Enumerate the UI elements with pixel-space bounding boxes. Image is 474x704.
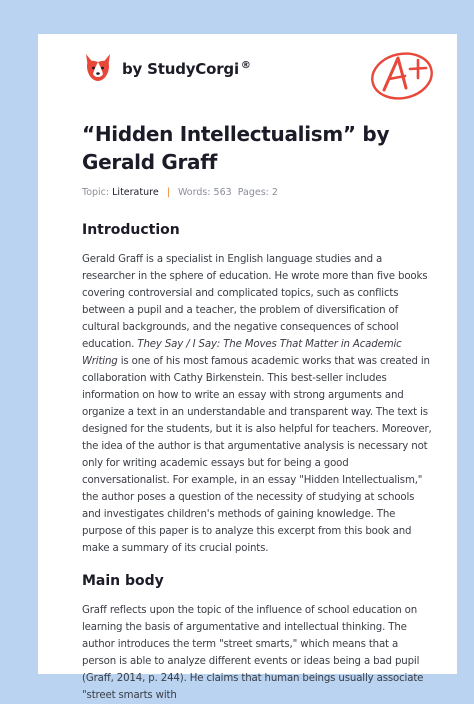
registered-mark: ® (240, 60, 251, 71)
meta-separator: | (166, 187, 170, 198)
main-body-paragraph: Graff reflects upon the topic of the influence of school education on learning the basis of argumentative and intellectual thinking. The author introduces the term "street smarts," which means that a person is able to analyze different events or ideas being a bad pupil (Graff, 2014, p. 244). He claims that human beings usually associate "street smarts with (82, 605, 424, 701)
document-content (82, 120, 434, 704)
brand-text: by StudyCorgi (122, 60, 239, 78)
pages-label: Pages: (237, 187, 269, 198)
introduction-paragraph (82, 251, 434, 557)
document-meta (82, 186, 434, 200)
pages-count: 2 (271, 187, 278, 198)
section-heading-introduction: Introduction (82, 222, 180, 238)
book-title-italic: They Say / I Say: The Moves That Matter in Academic Writing (82, 339, 402, 367)
corgi-icon (82, 52, 114, 84)
document-title: “Hidden Intellectualism” by Gerald Graff (82, 122, 390, 174)
topic-label: Topic: (82, 187, 110, 198)
intro-text-start: Gerald Graff is a specialist in English language studies and a researcher in the sphere of education. He wrote more than five books covering controversial and complicated topics, such as conflicts between a pupil and a teacher, the problem of diversification of cultural backgrounds, and the negative consequences of school education. (82, 254, 428, 350)
topic-link[interactable]: Literature (112, 187, 159, 198)
document-page (38, 34, 457, 701)
words-count: 563 (213, 187, 232, 198)
intro-text-end: is one of his most famous academic works that was created in collaboration with Cathy Birkenstein. This best-seller includes information on how to write an essay with strong arguments and organize a text in an understandable and transparent way. The text is designed for the students, but it is also helpful for teachers. Moreover, the idea of the author is that argumentative analysis is necessary not only for writing academic essays but for being a good conversationalist. For example, in an essay "Hidden Intellectualism," the author poses a question of the necessity of studying at schools and investigates children's methods of gaining knowledge. The purpose of this paper is to analyze this excerpt from this book and make a summary of its crucial points. (82, 356, 432, 554)
header (82, 52, 444, 122)
brand-name[interactable] (122, 60, 251, 78)
section-heading-main-body: Main body (82, 573, 164, 589)
words-label: Words: (177, 187, 211, 198)
a-plus-grade-icon (368, 46, 440, 102)
